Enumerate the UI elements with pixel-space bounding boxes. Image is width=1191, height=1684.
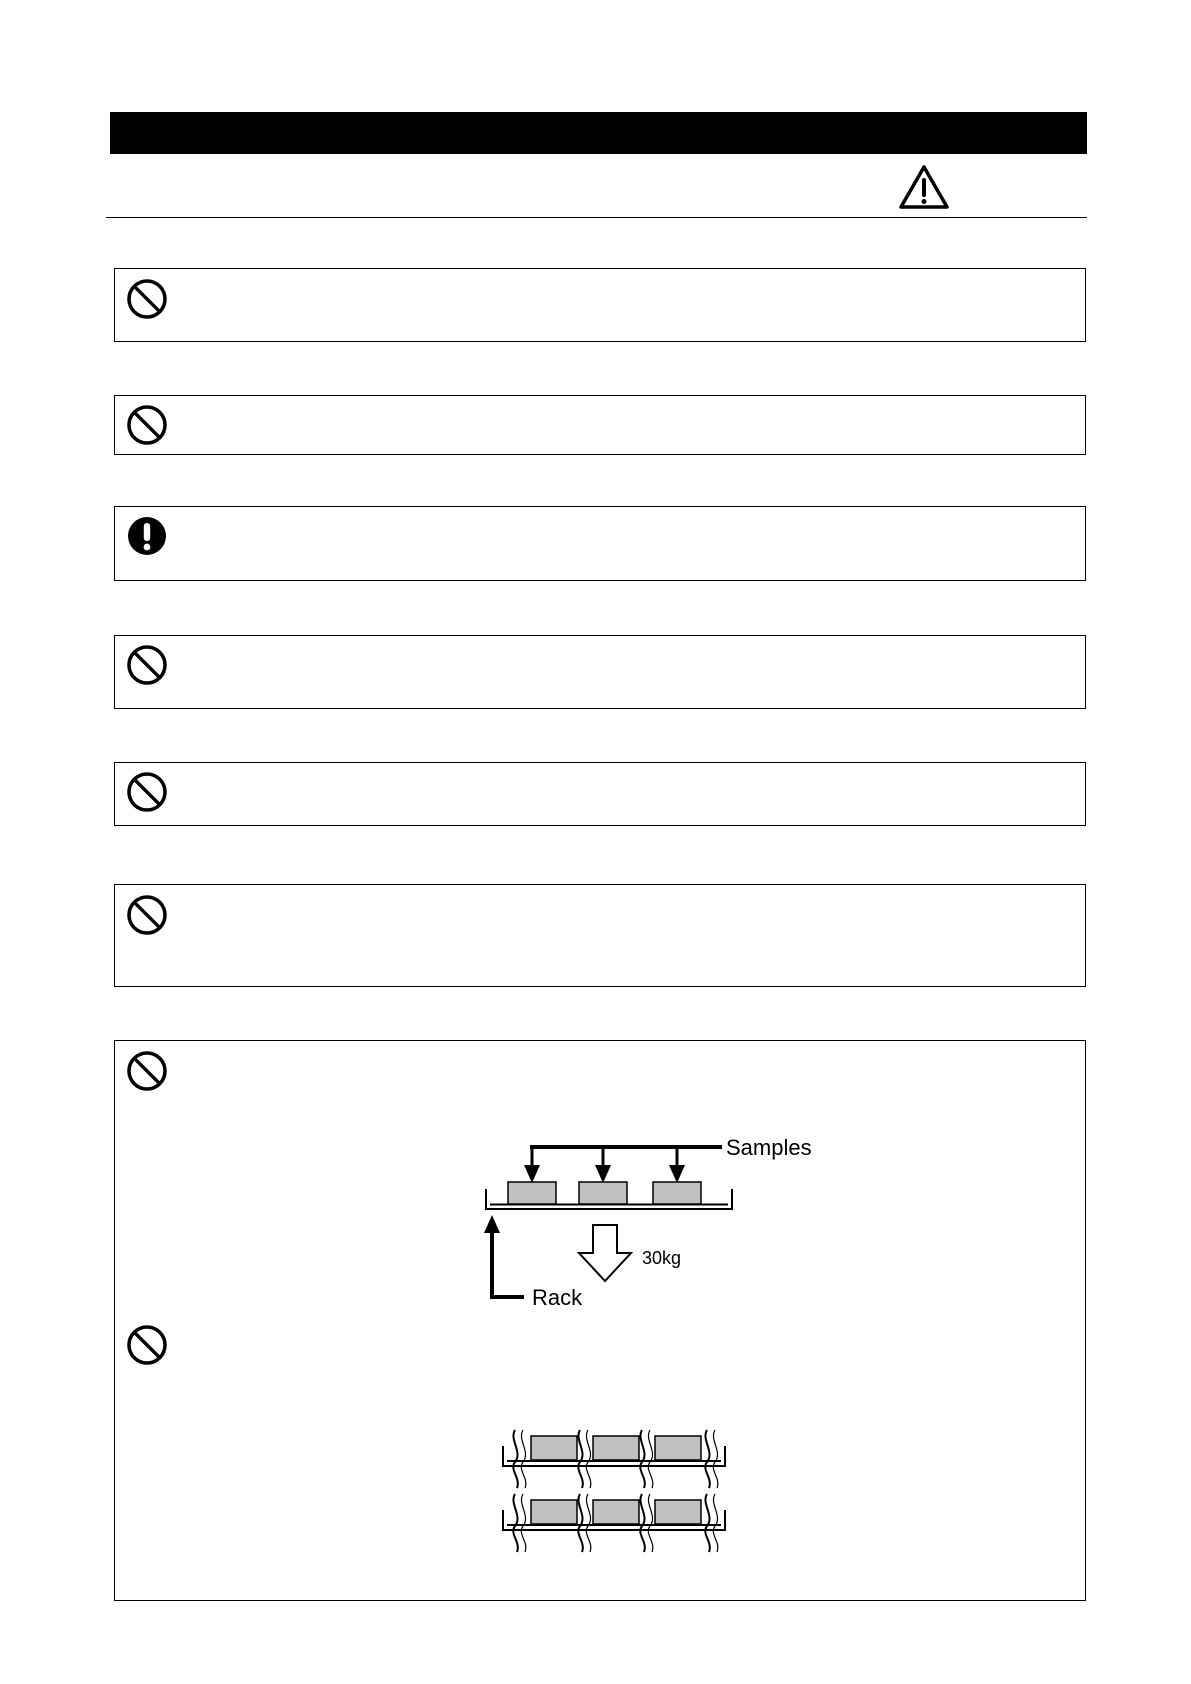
notice-box-1 (114, 268, 1086, 342)
notice-box-3 (114, 506, 1086, 581)
notice-box-4 (114, 635, 1086, 709)
prohibition-icon (126, 1324, 168, 1366)
section-header-bar (110, 112, 1087, 154)
header-divider (106, 217, 1087, 218)
samples-label: Samples (726, 1135, 812, 1160)
notice-box-2 (114, 395, 1086, 455)
prohibition-icon (126, 1050, 168, 1092)
prohibition-icon (126, 404, 168, 446)
load-arrow-icon (579, 1225, 631, 1281)
rack-label: Rack (532, 1285, 583, 1310)
notice-box-6 (114, 884, 1086, 987)
broken-rack-diagram (495, 1420, 755, 1570)
notice-box-5 (114, 762, 1086, 826)
sample-box (653, 1182, 701, 1204)
sample-box (579, 1182, 627, 1204)
broken-rack-upper (503, 1430, 725, 1488)
prohibition-icon (126, 644, 168, 686)
sample-box (508, 1182, 556, 1204)
broken-rack-lower (503, 1494, 725, 1552)
warning-triangle-icon (898, 164, 950, 210)
mandatory-action-icon (126, 515, 168, 557)
prohibition-icon (126, 278, 168, 320)
rack-load-diagram (470, 1125, 830, 1315)
prohibition-icon (126, 771, 168, 813)
load-label: 30kg (642, 1248, 682, 1268)
prohibition-icon (126, 894, 168, 936)
